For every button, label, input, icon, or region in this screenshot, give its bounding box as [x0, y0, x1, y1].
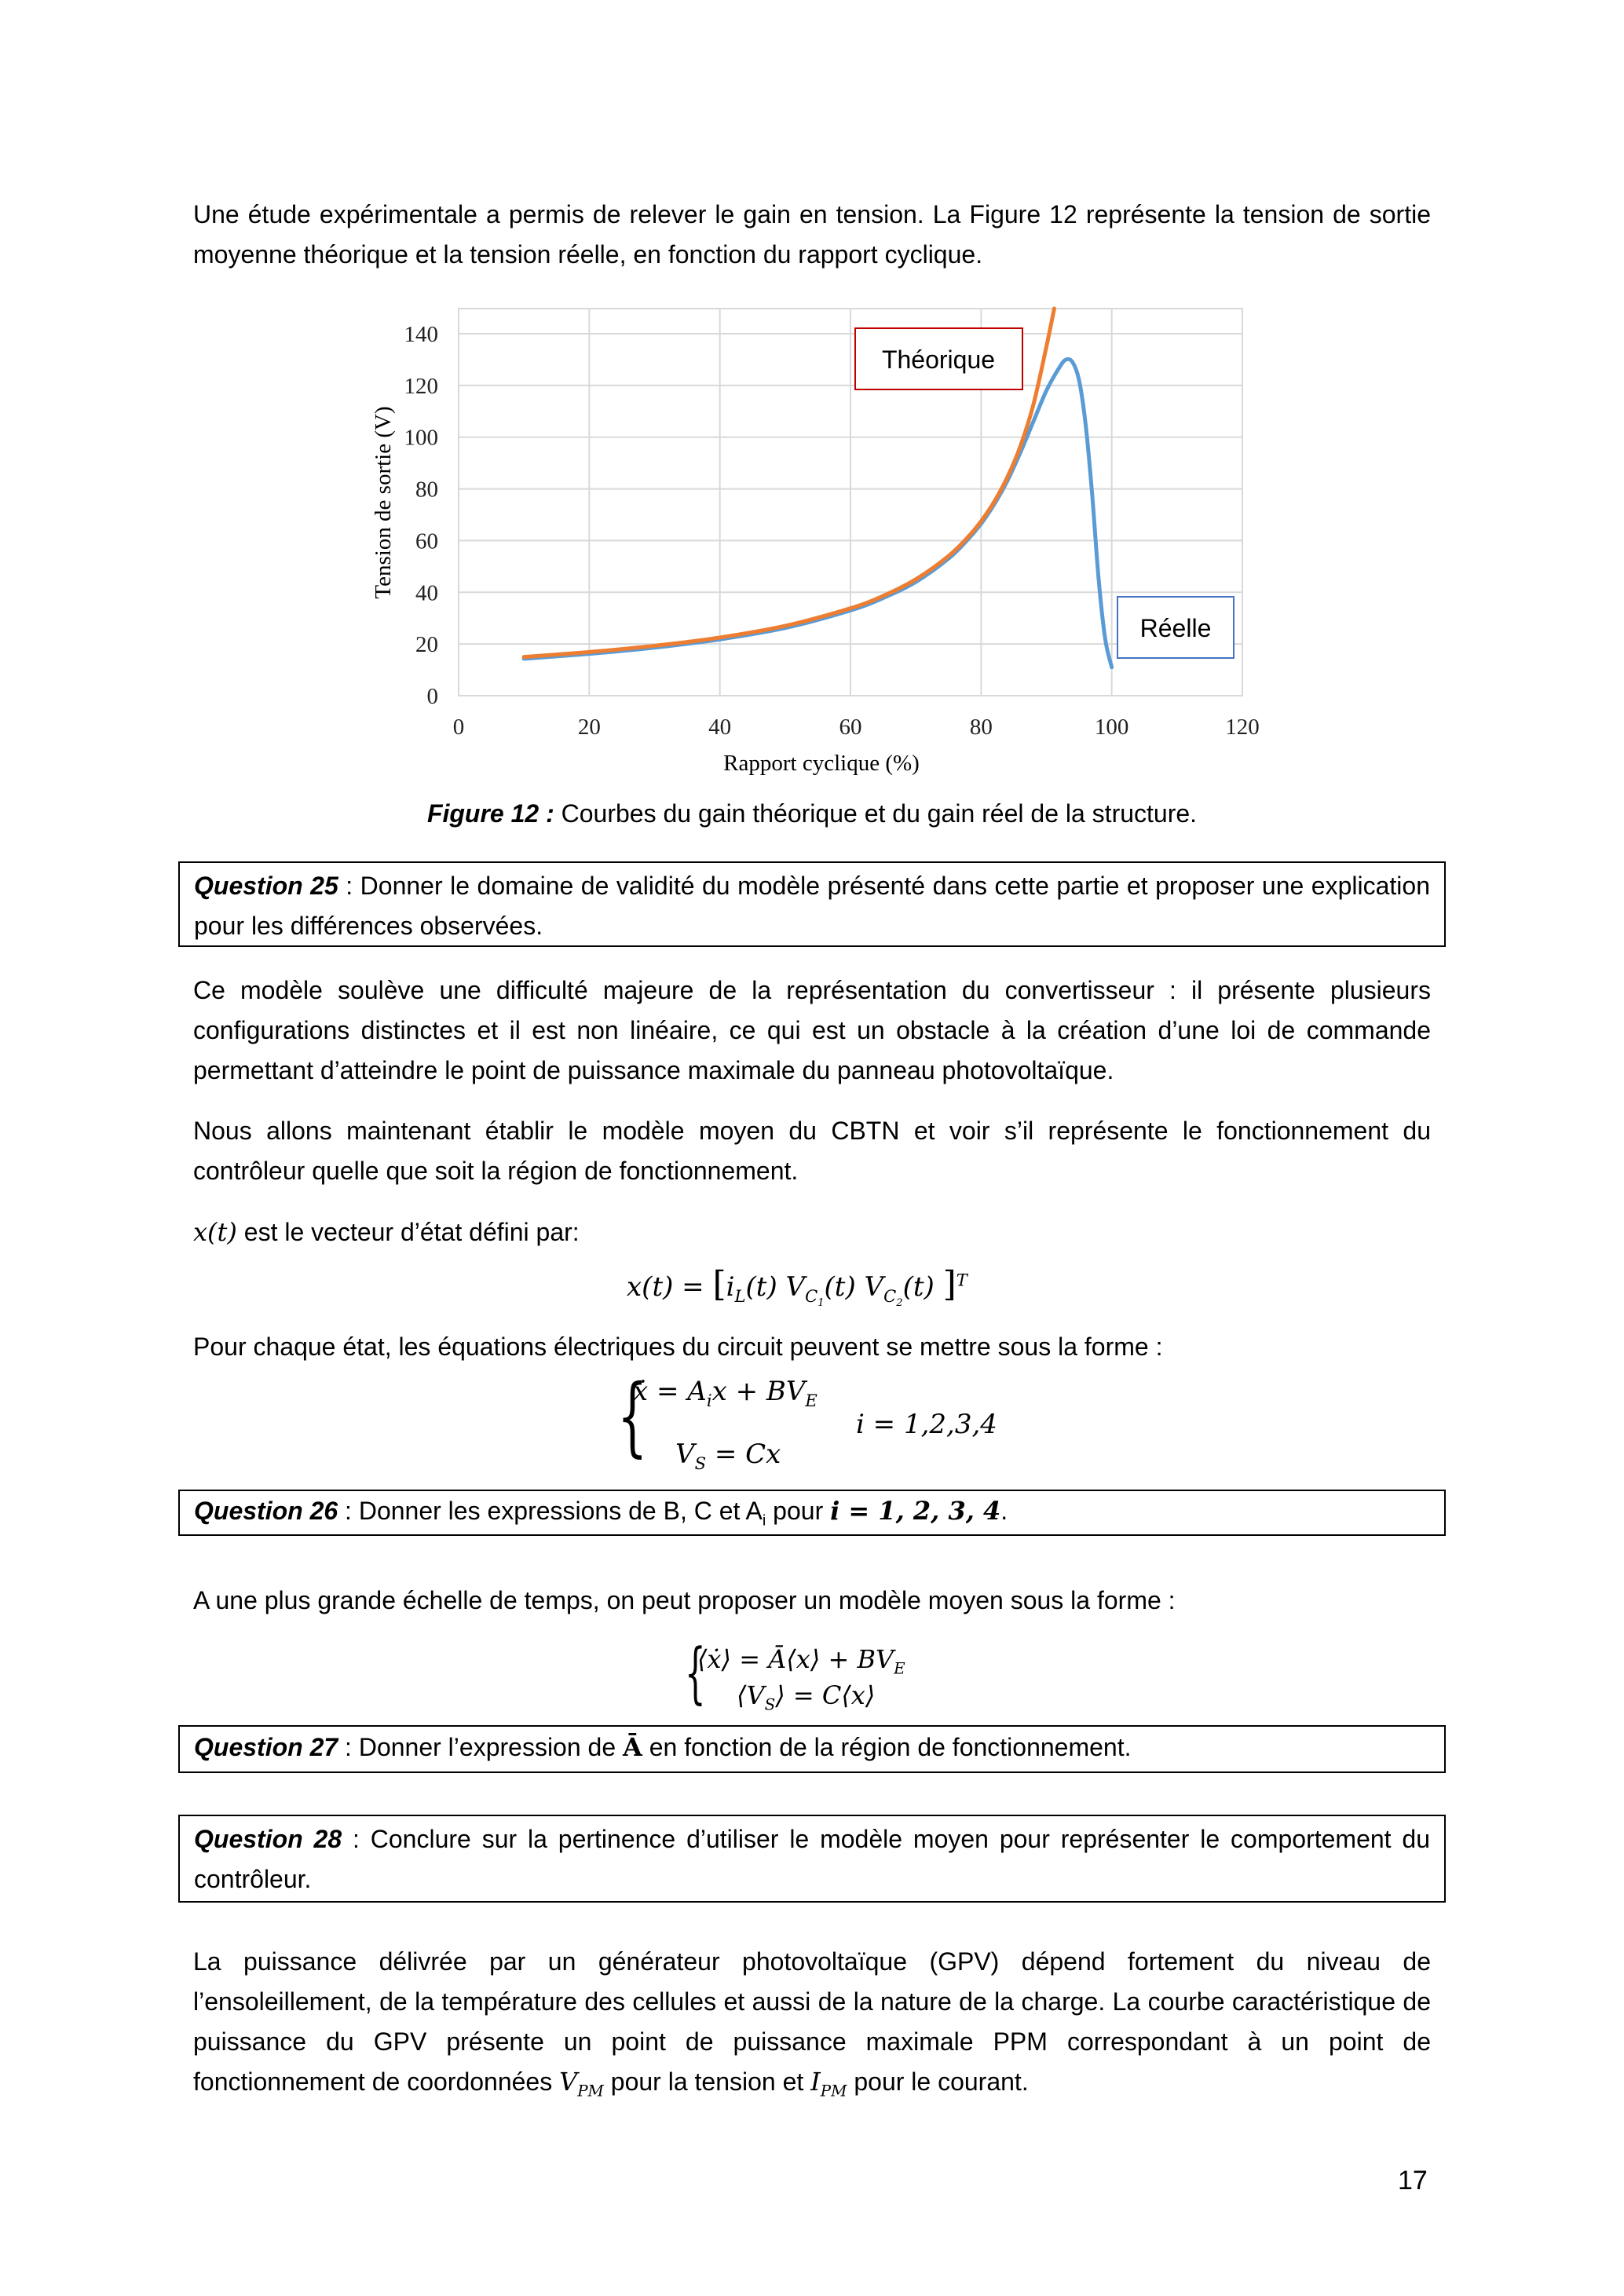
- svg-text:140: 140: [404, 322, 438, 347]
- state-form-paragraph: Pour chaque état, les équations électriques du circuit peuvent se mettre sous la forme :: [193, 1333, 1163, 1361]
- model-paragraph: Ce modèle soulève une difficulté majeure de la représentation du convertisseur : il présente plusieurs configurations distinctes et il est non linéaire, ce qui est un obstacle à la création d’une loi de commande permettant d’atteindre le point de puissance maximale du panneau photovoltaïque.: [193, 976, 1431, 1084]
- svg-text:120: 120: [1225, 715, 1260, 740]
- svg-text:20: 20: [415, 632, 438, 658]
- svg-text:60: 60: [415, 528, 438, 554]
- svg-text:100: 100: [404, 425, 438, 451]
- intro-paragraph: Une étude expérimentale a permis de relever le gain en tension. La Figure 12 représente la tension de sortie moyenne théorique et la tension réelle, en fonction du rapport cyclique.: [193, 200, 1431, 269]
- question-28-label: Question 28: [194, 1825, 342, 1853]
- system1-line2: [675, 1439, 781, 1473]
- bracket-open: [: [712, 1264, 726, 1304]
- gpv-text-2: pour la tension et: [603, 2067, 811, 2096]
- question-27-text2: en fonction de la région de fonctionnement.: [642, 1733, 1132, 1761]
- question-25-label: Question 25: [194, 872, 338, 900]
- question-26-label: Question 26: [194, 1497, 338, 1525]
- sys1-l1-sub: i: [706, 1390, 712, 1410]
- svg-text:80: 80: [969, 715, 993, 740]
- svg-text:20: 20: [577, 715, 601, 740]
- question-27-label: Question 27: [194, 1733, 338, 1761]
- state-vector-symbol: x(t): [193, 1217, 237, 1247]
- sys1-l2-a: V: [675, 1439, 695, 1470]
- system1-brace: {: [617, 1366, 648, 1466]
- question-28-text: : Conclure sur la pertinence d’utiliser le modèle moyen pour représenter le comportement du contrôleur.: [194, 1825, 1431, 1893]
- sys2-l2-sub: S: [764, 1695, 776, 1714]
- vc2-symbol: V: [864, 1271, 884, 1303]
- figure-caption: [193, 799, 1431, 828]
- question-25-text: : Donner le domaine de validité du modèle présenté dans cette partie et proposer une explication pour les différences observées.: [194, 872, 1431, 940]
- question-26-end: .: [1000, 1497, 1008, 1525]
- vpm-symbol: V: [559, 2067, 578, 2097]
- system2-line2: [737, 1680, 875, 1713]
- vc2-index: 2: [896, 1297, 903, 1309]
- state-vector-text: est le vecteur d’état défini par:: [236, 1218, 580, 1246]
- question-26-box: [178, 1490, 1446, 1536]
- x-axis-label: Rapport cyclique (%): [723, 751, 920, 776]
- ipm-symbol: I: [810, 2067, 821, 2097]
- il-symbol: i: [726, 1271, 735, 1303]
- transpose-superscript: T: [956, 1270, 967, 1290]
- question-26-text2: pour: [766, 1497, 831, 1525]
- sys2-l1-sub: E: [894, 1659, 905, 1678]
- sys1-l1-a: ẋ = A: [633, 1376, 707, 1407]
- t-arg: (t): [824, 1271, 865, 1303]
- svg-text:120: 120: [404, 373, 438, 399]
- question-26-text: : Donner les expressions de B, C et A: [338, 1497, 763, 1525]
- eq-lhs: x(t) =: [627, 1271, 713, 1303]
- sys1-l1-sub2: E: [805, 1390, 817, 1410]
- y-axis-label: Tension de sortie (V): [371, 406, 396, 599]
- svg-text:100: 100: [1094, 715, 1129, 740]
- vc1-c: C: [805, 1285, 818, 1306]
- state-vector-sentence: [193, 1212, 1431, 1252]
- vpm-subscript: PM: [577, 2082, 604, 2100]
- vc2-c: C: [883, 1285, 897, 1306]
- svg-text:0: 0: [426, 684, 438, 709]
- state-vector-equation: [627, 1264, 967, 1309]
- question-27-box: [178, 1725, 1446, 1773]
- cbtn-paragraph: Nous allons maintenant établir le modèle moyen du CBTN et voir s’il représente le fonctionnement du contrôleur quelle que soit la région de fonctionnement.: [193, 1117, 1431, 1185]
- sys1-l2-b: = Cx: [706, 1439, 781, 1470]
- theorique-callout-label: Théorique: [881, 345, 996, 374]
- bracket-close: ]: [942, 1264, 956, 1304]
- t-arg: (t): [902, 1271, 943, 1303]
- system2-brace: {: [685, 1634, 706, 1711]
- question-25-box: [178, 861, 1446, 947]
- figure-caption-label: Figure 12 :: [426, 799, 554, 828]
- average-model-paragraph: A une plus grande échelle de temps, on peut proposer un modèle moyen sous la forme :: [193, 1586, 1176, 1614]
- figure-caption-text: Courbes du gain théorique et du gain réel de la structure.: [554, 799, 1198, 828]
- vc1-symbol: V: [785, 1271, 806, 1303]
- page-number: 17: [1398, 2166, 1428, 2195]
- reelle-callout-label: Réelle: [1139, 614, 1212, 642]
- question-27-abar: Ā: [623, 1732, 642, 1762]
- sys2-l1: ⟨ẋ⟩ = Ā⟨x⟩ + BV: [697, 1644, 894, 1674]
- gpv-text-1: La puissance délivrée par un générateur photovoltaïque (GPV) dépend fortement du niveau de l’ensoleillement, de la température des cellules et aussi de la nature de la charge. La courbe caractéristique de puissance du GPV présente un point de puissance maximale PPM correspondant à un point de fonctionnement de coordonnées: [193, 1947, 1431, 2096]
- gpv-paragraph: [193, 1942, 1431, 2111]
- svg-text:40: 40: [415, 580, 438, 606]
- sys1-l1-b: x + BV: [711, 1376, 806, 1407]
- sys1-l2-sub: S: [694, 1453, 707, 1473]
- vc1-index: 1: [817, 1297, 825, 1309]
- svg-text:0: 0: [452, 715, 465, 740]
- question-26-sub: i: [762, 1512, 766, 1530]
- t-arg: (t): [745, 1271, 786, 1303]
- system2-line1: [697, 1644, 905, 1677]
- svg-text:80: 80: [415, 477, 438, 503]
- sys2-l2-a: ⟨V: [737, 1680, 765, 1710]
- question-26-math: i = 1, 2, 3, 4: [830, 1496, 1001, 1526]
- system1-line1: [633, 1376, 817, 1410]
- figure-12-chart: [0, 0, 1624, 793]
- svg-text:40: 40: [708, 715, 732, 740]
- question-28-box: [178, 1815, 1446, 1903]
- sys2-l2-b: ⟩ = C⟨x⟩: [775, 1680, 876, 1710]
- ipm-subscript: PM: [820, 2082, 847, 2100]
- question-27-text: : Donner l’expression de: [338, 1733, 624, 1761]
- svg-text:60: 60: [839, 715, 862, 740]
- il-subscript: L: [734, 1285, 746, 1306]
- system1-index-range: i = 1,2,3,4: [856, 1409, 997, 1440]
- gpv-text-3: pour le courant.: [847, 2067, 1029, 2096]
